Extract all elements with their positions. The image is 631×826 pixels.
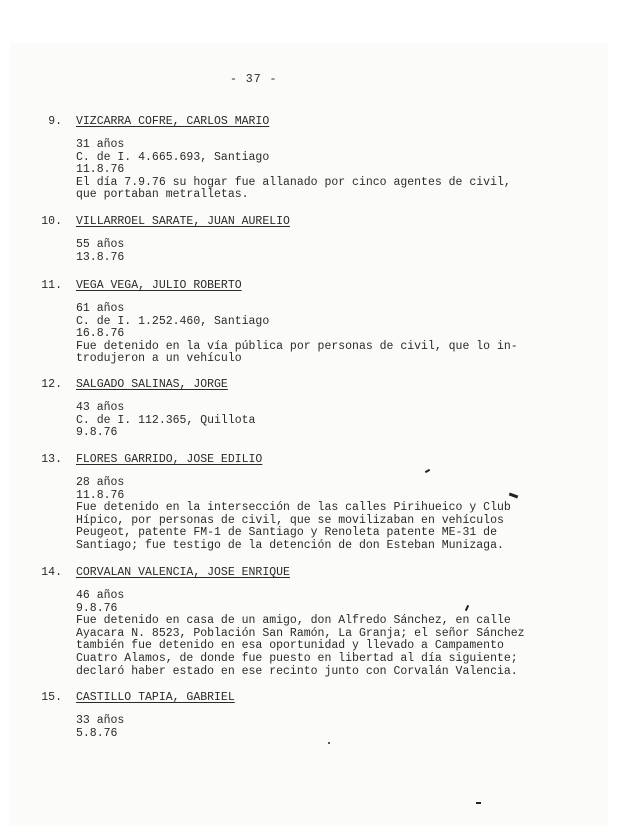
entry-details [76, 477, 511, 553]
person-name: SALGADO SALINAS, JORGE [76, 378, 228, 391]
detail-line: 13.8.76 [76, 250, 125, 264]
detail-line: El día 7.9.76 su hogar fue allanado por cinco agentes de civil, [76, 175, 511, 189]
detail-line: Fue detenido en casa de un amigo, don Alfredo Sánchez, en calle [76, 614, 511, 628]
scan-speck [328, 742, 330, 744]
entry-details [76, 590, 525, 678]
entry-details [76, 402, 255, 440]
detail-line: 11.8.76 [76, 488, 125, 502]
detail-line: 11.8.76 [76, 163, 125, 177]
detail-line: 31 años [76, 138, 125, 151]
detail-line: Fue detenido en la vía pública por personas de civil, que lo in- [76, 339, 518, 353]
detail-line: declaró haber estado en ese recinto junto con Corvalán Valencia. [76, 664, 518, 678]
detail-line: 61 años [76, 302, 125, 315]
person-name: VILLARROEL SARATE, JUAN AURELIO [76, 215, 290, 228]
person-name: VEGA VEGA, JULIO ROBERTO [76, 279, 242, 292]
detail-line: 5.8.76 [76, 726, 118, 740]
entry-details [76, 239, 124, 264]
detail-line: Cuatro Alamos, de donde fue puesto en libertad al día siguiente; [76, 651, 518, 665]
detail-line: 33 años [76, 714, 125, 727]
detail-line: C. de I. 4.665.693, Santiago [76, 150, 270, 164]
entry-details [76, 139, 511, 202]
person-name: FLORES GARRIDO, JOSE EDILIO [76, 453, 263, 466]
entry-number: 11. [41, 279, 62, 292]
entry-number: 14. [41, 566, 62, 579]
detail-line: C. de I. 112.365, Quillota [76, 413, 256, 427]
detail-line: también fue detenido en esa oportunidad y llevado a Campamento [76, 639, 504, 653]
detail-line: 16.8.76 [76, 327, 125, 341]
detail-line: 28 años [76, 476, 125, 489]
entry-number: 9. [48, 115, 62, 128]
detail-line: 55 años [76, 238, 125, 251]
person-name: CASTILLO TAPIA, GABRIEL [76, 691, 235, 704]
person-name: VIZCARRA COFRE, CARLOS MARIO [76, 115, 270, 128]
detail-line: Ayacara N. 8523, Población San Ramón, La Granja; el señor Sánchez [76, 626, 525, 640]
entry-details [76, 715, 124, 740]
detail-line: Santiago; fue testigo de la detención de don Esteban Munizaga. [76, 538, 504, 552]
detail-line: 43 años [76, 401, 125, 414]
entry-number: 13. [41, 453, 62, 466]
page-number: - 37 - [230, 73, 278, 86]
detail-line: C. de I. 1.252.460, Santiago [76, 314, 270, 328]
detail-line: que portaban metralletas. [76, 188, 249, 202]
scan-speck [476, 802, 481, 804]
detail-line: 46 años [76, 589, 125, 602]
detail-line: 9.8.76 [76, 426, 118, 440]
detail-line: trodujeron a un vehículo [76, 352, 242, 366]
person-name: CORVALAN VALENCIA, JOSE ENRIQUE [76, 566, 290, 579]
detail-line: Fue detenido en la intersección de las calles Pirihueico y Club [76, 501, 511, 515]
entry-number: 10. [41, 215, 62, 228]
detail-line: Hípico, por personas de civil, que se movilizaban en vehículos [76, 513, 504, 527]
entry-details [76, 303, 518, 366]
entry-number: 12. [41, 378, 62, 391]
entry-number: 15. [41, 691, 62, 704]
detail-line: 9.8.76 [76, 601, 118, 615]
detail-line: Peugeot, patente FM-1 de Santiago y Renoleta patente ME-31 de [76, 526, 497, 540]
